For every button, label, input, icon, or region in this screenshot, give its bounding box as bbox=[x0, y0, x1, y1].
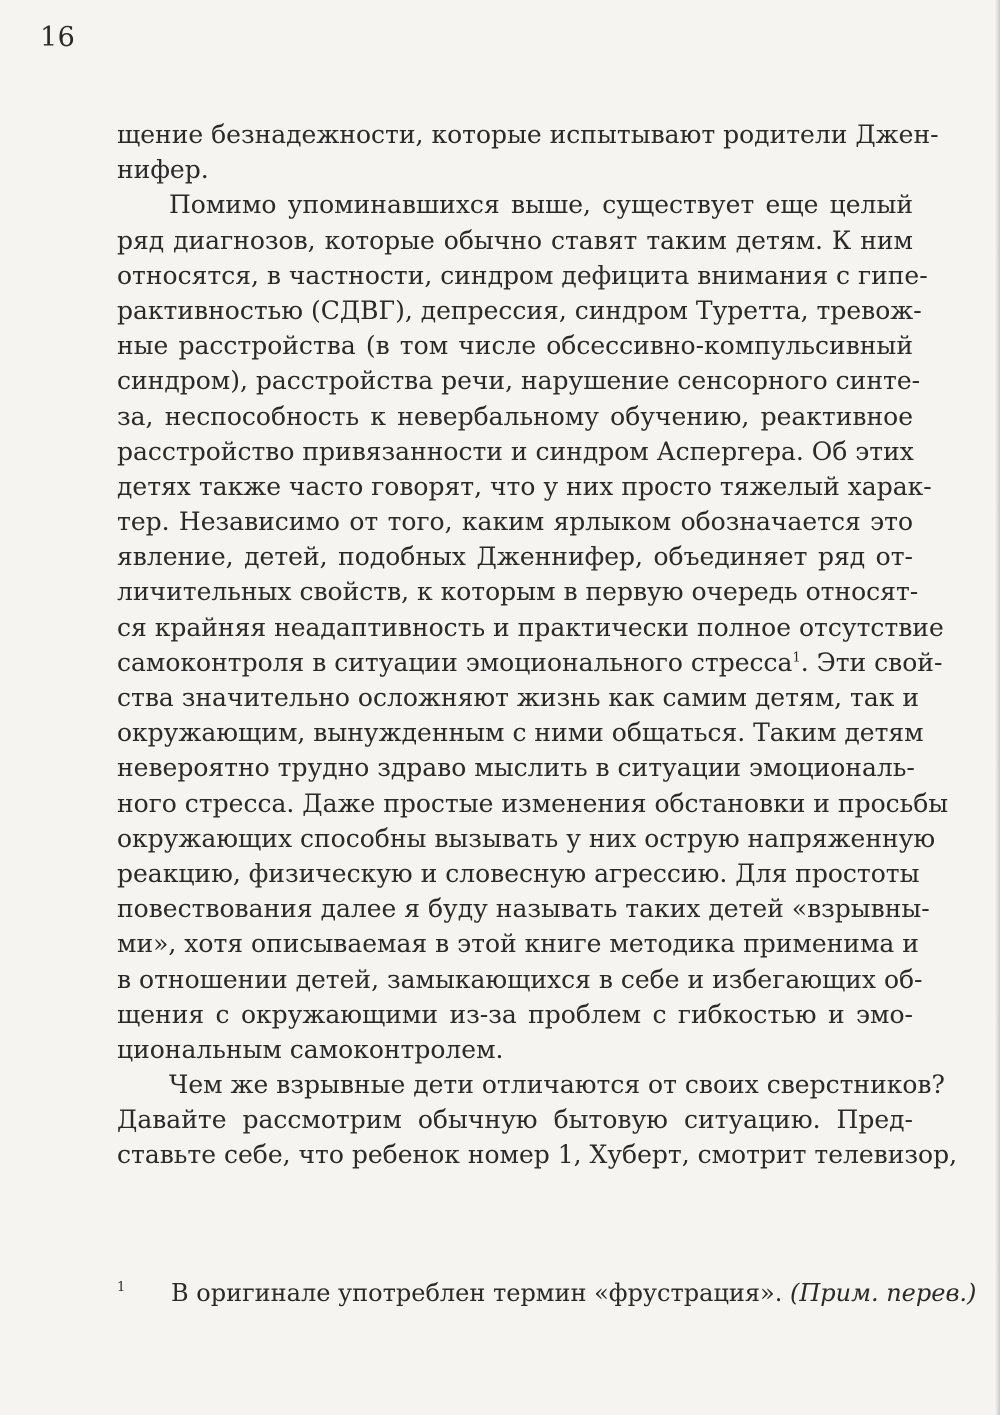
text-line: циональным самоконтролем. bbox=[117, 1034, 504, 1064]
text-line: Давайте рассмотрим обычную бытовую ситуацию. Пред- bbox=[117, 1105, 913, 1135]
text-line: синдром), расстройства речи, нарушение сенсорного синте- bbox=[117, 366, 921, 396]
text-line: ставьте себе, что ребенок номер 1, Хуберт, смотрит телевизор, bbox=[117, 1140, 958, 1170]
text-line: нифер. bbox=[117, 155, 209, 185]
text-line: детях также часто говорят, что у них просто тяжелый харак- bbox=[117, 471, 932, 501]
text-line: ряд диагнозов, которые обычно ставят таким детям. К ним bbox=[117, 225, 913, 255]
text-line: в отношении детей, замыкающихся в себе и избегающих об- bbox=[117, 964, 923, 994]
text-line: Чем же взрывные дети отличаются от своих сверстников? bbox=[169, 1070, 945, 1100]
footnote-reference: 1 bbox=[792, 650, 801, 666]
text-line: за, неспособность к невербальному обучению, реактивное bbox=[117, 401, 913, 431]
page-number: 16 bbox=[40, 22, 76, 53]
text-line: ся крайняя неадаптивность и практически полное отсутствие bbox=[117, 612, 944, 642]
text-line: реакцию, физическую и словесную агрессию. Для простоты bbox=[117, 858, 920, 888]
text-line: невероятно трудно здраво мыслить в ситуации эмоциональ- bbox=[117, 753, 915, 783]
text-line: расстройство привязанности и синдром Аспергера. Об этих bbox=[117, 436, 914, 466]
text-line: ми», хотя описываемая в этой книге методика применима и bbox=[117, 929, 919, 959]
text-line: щение безнадежности, которые испытывают родители Джен- bbox=[117, 120, 939, 149]
text-line: рактивностью (СДВГ), депрессия, синдром Туретта, тревож- bbox=[117, 295, 922, 325]
text-line: Помимо упоминавшихся выше, существует еще целый bbox=[169, 190, 913, 220]
text-line: повествования далее я буду называть таких детей «взрывны- bbox=[117, 894, 930, 924]
text-line: ные расстройства (в том числе обсессивно-компульсивный bbox=[117, 331, 913, 361]
body-text bbox=[117, 117, 958, 1173]
text-line: окружающих способны вызывать у них острую напряженную bbox=[117, 823, 936, 853]
text-line: явление, детей, подобных Дженнифер, объединяет ряд от- bbox=[117, 542, 913, 572]
text-line: щения с окружающими из-за проблем с гибкостью и эмо- bbox=[117, 999, 913, 1029]
footnote-text: В оригинале употреблен термин «фрустрация». bbox=[171, 1279, 790, 1307]
footnote-marker: 1 bbox=[117, 1280, 126, 1295]
footnote bbox=[117, 1276, 977, 1311]
page-edge-shadow bbox=[995, 0, 1000, 1415]
text-line-with-footnote-ref bbox=[117, 645, 943, 680]
text-line: ства значительно осложняют жизнь как самим детям, так и bbox=[117, 683, 920, 712]
text-segment: самоконтроля в ситуации эмоционального стресса bbox=[117, 647, 793, 677]
text-line: относятся, в частности, синдром дефицита внимания с гипе- bbox=[117, 260, 928, 290]
footnote-translator-note: (Прим. перев.) bbox=[789, 1279, 977, 1307]
text-line: окружающим, вынужденным с ними общаться. Таким детям bbox=[117, 718, 924, 748]
text-segment: . Эти свой- bbox=[800, 647, 943, 677]
text-line: тер. Независимо от того, каким ярлыком обозначается это bbox=[117, 507, 913, 537]
text-line: личительных свойств, к которым в первую очередь относят- bbox=[117, 577, 919, 607]
text-line: ного стресса. Даже простые изменения обстановки и просьбы bbox=[117, 788, 949, 818]
